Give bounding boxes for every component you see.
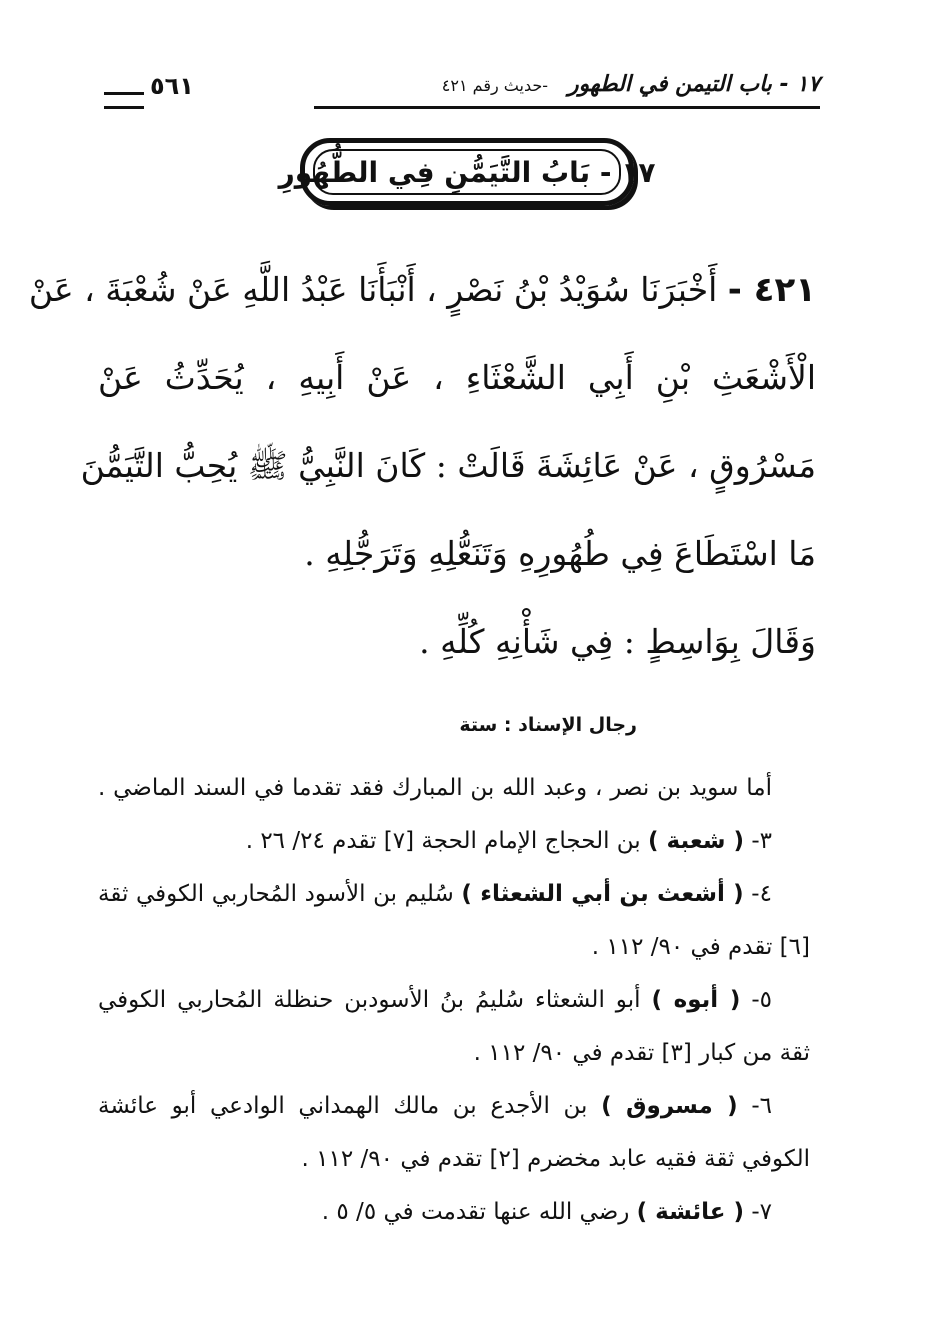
narrator-entry-continued: [٦] تقدم في ٩٠/ ١١٢ . [591,934,810,960]
narrator-entry-continued: ثقة من كبار [٣] تقدم في ٩٠/ ١١٢ . [473,1040,810,1066]
hadith-line: الْأَشْعَثِ بْنِ أَبِي الشَّعْثَاءِ ، عَنْ أَبِيهِ ، يُحَدِّثُ عَنْ [98,358,816,397]
narrators-heading: رجال الإسناد : ستة [459,714,637,736]
hadith-line: مَا اسْتَطَاعَ فِي طُهُورِهِ وَتَنَعُّلِهِ وَتَرَجُّلِهِ . [304,534,816,573]
running-header [104,70,820,110]
narrators-list [98,762,810,1239]
narrator-entry: ٦- ( مسروق ) بن الأجدع بن مالك الهمداني الوادعي أبو عائشة [98,1093,772,1119]
hadith-text [28,246,816,686]
hadith-number: ٤٢١ - [727,270,816,310]
narrator-entry: ٤- ( أشعث بن أبي الشعثاء ) سُليم بن الأسود المُحاربي الكوفي ثقة [98,881,772,907]
narrator-entry: ٥- ( أبوه ) أبو الشعثاء سُليمُ بنُ الأسودبن حنظلة المُحاربي الكوفي [98,987,772,1013]
chapter-title: ١٧ - بَابُ التَّيَمُّنِ فِي الطُّهُورِ [278,155,656,189]
running-header-chapter: ١٧ - باب التيمن في الطهور [567,72,820,97]
chapter-title-frame [278,138,656,206]
narrator-entry-continued: الكوفي ثقة فقيه عابد مخضرم [٢] تقدم في ٩٠/ ١١٢ . [301,1146,810,1172]
header-dash [104,92,144,95]
narrator-entry: أما سويد بن نصر ، وعبد الله بن المبارك فقد تقدما في السند الماضي . [98,775,772,801]
page-number: ٥٦١ [150,72,194,100]
narrator-entry: ٧- ( عائشة ) رضي الله عنها تقدمت في ٥/ ٥ . [321,1199,772,1225]
hadith-line: مَسْرُوقٍ ، عَنْ عَائِشَةَ قَالَتْ : كَانَ النَّبِيُّ ﷺ يُحِبُّ التَّيَمُّنَ [80,446,816,485]
hadith-line: ٤٢١ - أَخْبَرَنَا سُوَيْدُ بْنُ نَصْرٍ ، أَنْبَأَنَا عَبْدُ اللَّهِ عَنْ شُعْبَةَ ، عَنْ [28,270,816,310]
narrator-entry: ٣- ( شعبة ) بن الحجاج الإمام الحجة [٧] تقدم ٢٤/ ٢٦ . [245,828,772,854]
hadith-line: وَقَالَ بِوَاسِطٍ : فِي شَأْنِهِ كُلِّهِ . [419,622,816,661]
running-header-hadith-number: -حديث رقم ٤٢١ [441,76,548,95]
